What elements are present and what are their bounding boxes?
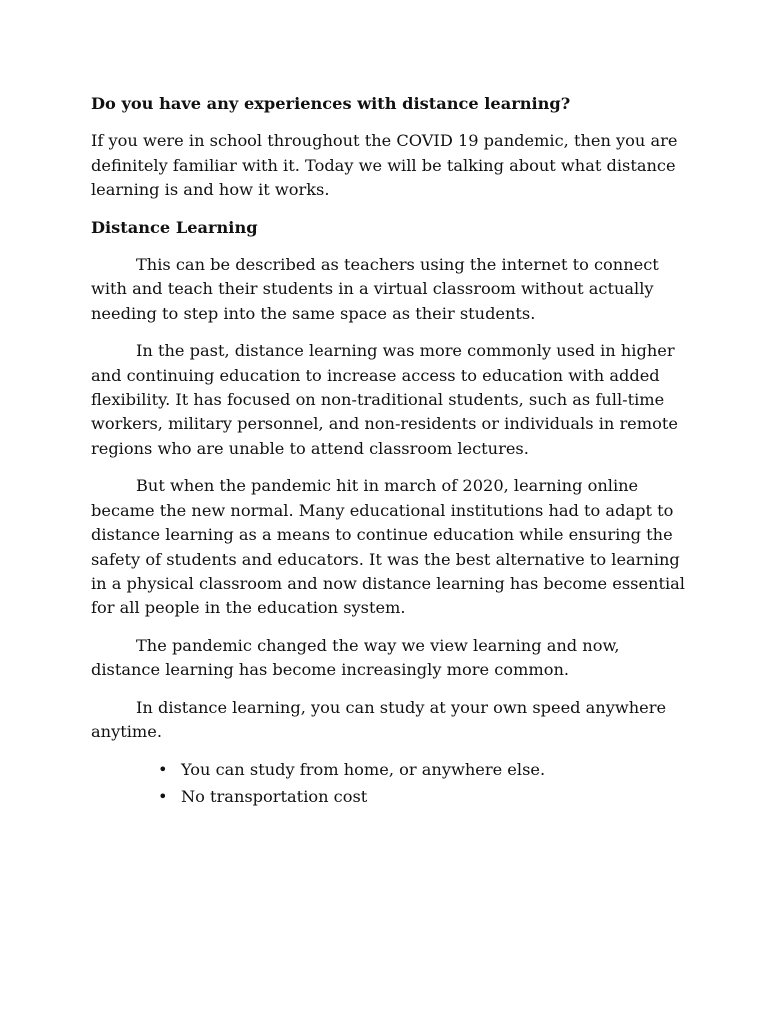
- body-paragraph: The pandemic changed the way we view learning and now, distance learning has become increasingly more common.: [91, 635, 620, 680]
- body-paragraph: In the past, distance learning was more commonly used in higher and continuing education to increase access to education with added flexibility. It has focused on non-traditional students, such as full-time workers, military personnel, and non-residents or individuals in remote regions who are unable to attend classroom lectures.: [91, 341, 678, 458]
- bullet-list: [91, 758, 688, 809]
- intro-paragraph: If you were in school throughout the COVID 19 pandemic, then you are definitely familiar with it. Today we will be talking about what distance learning is and how it works.: [91, 131, 678, 200]
- body-paragraph: This can be described as teachers using the internet to connect with and teach their students in a virtual classroom without actually needing to step into the same space as their students.: [91, 255, 659, 323]
- list-item: [158, 758, 688, 782]
- section-heading: Distance Learning: [91, 217, 258, 237]
- bullet-icon: •: [158, 786, 168, 806]
- list-item: [158, 785, 688, 809]
- body-paragraph: But when the pandemic hit in march of 2020, learning online became the new normal. Many educational institutions had to adapt to distance learning as a means to continue education while ensuring the safety of students and educators. It was the best alternative to learning in a physical classroom and now distance learning has become essential for all people in the education system.: [91, 476, 685, 618]
- list-item-text: No transportation cost: [181, 786, 368, 806]
- body-paragraph: In distance learning, you can study at your own speed anywhere anytime.: [91, 697, 667, 741]
- list-item-text: You can study from home, or anywhere else.: [181, 760, 546, 780]
- bullet-icon: •: [158, 760, 168, 780]
- main-heading: Do you have any experiences with distance learning?: [91, 94, 571, 113]
